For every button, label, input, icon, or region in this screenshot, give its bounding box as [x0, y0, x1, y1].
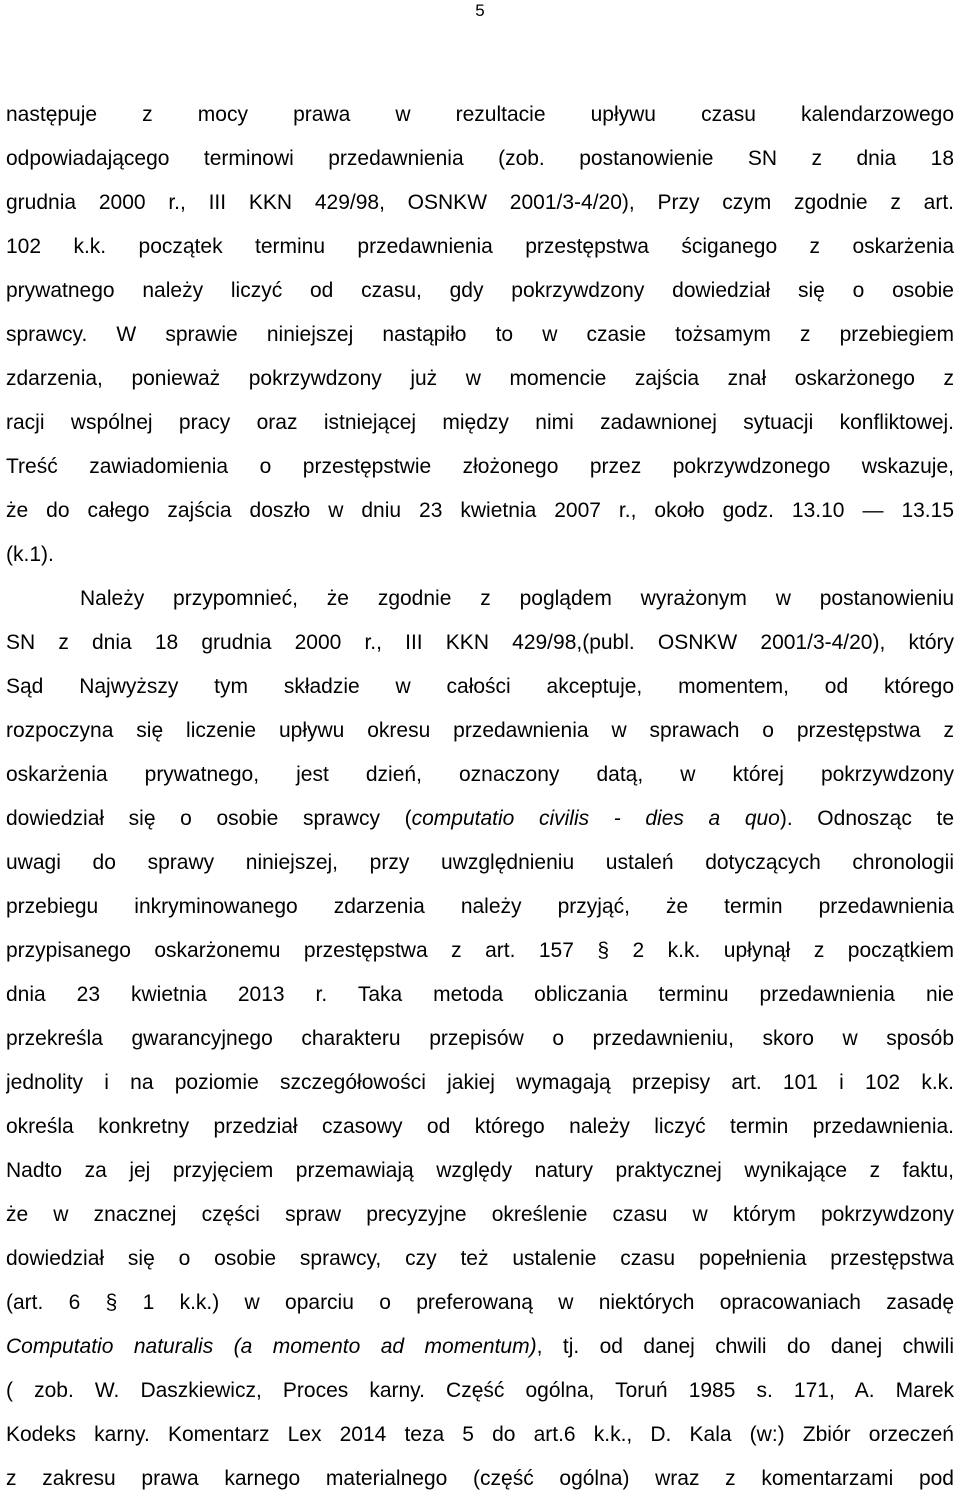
- text-line: [6, 797, 954, 841]
- text-line: [6, 1105, 954, 1149]
- text-segment: uwagi do sprawy niniejszej, przy uwzględnieniu ustaleń dotyczących chronologii: [6, 851, 954, 874]
- text-segment: przebiegu inkryminowanego zdarzenia należy przyjąć, że termin przedawnienia: [6, 895, 954, 918]
- text-line: [6, 929, 954, 973]
- text-segment: dnia 23 kwietnia 2013 r. Taka metoda obliczania terminu przedawnienia nie: [6, 983, 954, 1006]
- text-segment: (k.1).: [6, 543, 54, 566]
- text-segment: zdarzenia, ponieważ pokrzywdzony już w momencie zajścia znał oskarżonego z: [6, 367, 954, 390]
- text-line: [6, 577, 954, 621]
- text-segment: Sąd Najwyższy tym składzie w całości akceptuje, momentem, od którego: [6, 675, 954, 698]
- text-segment: przypisanego oskarżonemu przestępstwa z art. 157 § 2 k.k. upłynął z początkiem: [6, 939, 954, 962]
- text-segment: oskarżenia prywatnego, jest dzień, oznaczony datą, w której pokrzywdzony: [6, 763, 954, 786]
- text-line: [6, 489, 954, 533]
- text-line: [6, 973, 954, 1017]
- text-line: [6, 1149, 954, 1193]
- text-segment: Należy przypomnieć, że zgodnie z poglądem wyrażonym w postanowieniu: [80, 587, 954, 610]
- text-segment: z zakresu prawa karnego materialnego (część ogólna) wraz z komentarzami pod: [6, 1467, 954, 1490]
- text-segment: (art. 6 § 1 k.k.) w oparciu o preferowaną w niektórych opracowaniach zasadę: [6, 1291, 954, 1314]
- text-segment: , tj. od danej chwili do danej chwili: [536, 1335, 954, 1358]
- text-line: [6, 709, 954, 753]
- text-segment: racji wspólnej pracy oraz istniejącej między nimi zadawnionej sytuacji konfliktowej.: [6, 411, 954, 434]
- text-segment: określa konkretny przedział czasowy od którego należy liczyć termin przedawnienia.: [6, 1115, 954, 1138]
- text-line: [6, 621, 954, 665]
- text-line: [6, 93, 954, 137]
- text-line: [6, 1325, 954, 1369]
- text-line: [6, 137, 954, 181]
- text-line: [6, 1017, 954, 1061]
- text-line: [6, 665, 954, 709]
- text-line: [6, 181, 954, 225]
- document-body: [6, 93, 954, 1501]
- text-segment: dowiedział się o osobie sprawcy (: [6, 807, 412, 830]
- text-segment: Kodeks karny. Komentarz Lex 2014 teza 5 do art.6 k.k., D. Kala (w:) Zbiór orzeczeń: [6, 1423, 954, 1446]
- text-line: [6, 357, 954, 401]
- text-line: [6, 401, 954, 445]
- text-line: [6, 269, 954, 313]
- text-segment: prywatnego należy liczyć od czasu, gdy pokrzywdzony dowiedział się o osobie: [6, 279, 954, 302]
- text-line: [6, 1413, 954, 1457]
- text-line: [6, 753, 954, 797]
- text-segment: ). Odnosząc te: [779, 807, 954, 830]
- text-line: [6, 445, 954, 489]
- text-segment: Nadto za jej przyjęciem przemawiają względy natury praktycznej wynikające z faktu,: [6, 1159, 954, 1182]
- text-segment: następuje z mocy prawa w rezultacie upływu czasu kalendarzowego: [6, 103, 954, 126]
- text-line: [6, 533, 954, 577]
- text-segment: grudnia 2000 r., III KKN 429/98, OSNKW 2001/3-4/20), Przy czym zgodnie z art.: [6, 191, 954, 214]
- italic-text-segment: computatio civilis - dies a quo: [411, 807, 780, 830]
- text-segment: że w znacznej części spraw precyzyjne określenie czasu w którym pokrzywdzony: [6, 1203, 954, 1226]
- text-segment: Treść zawiadomienia o przestępstwie złożonego przez pokrzywdzonego wskazuje,: [6, 455, 954, 478]
- text-segment: że do całego zajścia doszło w dniu 23 kwietnia 2007 r., około godz. 13.10 — 13.15: [6, 499, 954, 522]
- text-segment: odpowiadającego terminowi przedawnienia (zob. postanowienie SN z dnia 18: [6, 147, 954, 170]
- italic-text-segment: Computatio naturalis (a momento ad momentum): [6, 1335, 537, 1358]
- text-segment: SN z dnia 18 grudnia 2000 r., III KKN 429/98,(publ. OSNKW 2001/3-4/20), który: [6, 631, 954, 654]
- text-segment: jednolity i na poziomie szczegółowości jakiej wymagają przepisy art. 101 i 102 k.k.: [6, 1071, 954, 1094]
- text-segment: sprawcy. W sprawie niniejszej nastąpiło to w czasie tożsamym z przebiegiem: [6, 323, 954, 346]
- text-segment: dowiedział się o osobie sprawcy, czy też ustalenie czasu popełnienia przestępstwa: [6, 1247, 954, 1270]
- text-line: [6, 225, 954, 269]
- text-segment: ( zob. W. Daszkiewicz, Proces karny. Część ogólna, Toruń 1985 s. 171, A. Marek: [6, 1379, 954, 1402]
- page-number: 5: [475, 1, 485, 20]
- text-line: [6, 313, 954, 357]
- text-line: [6, 841, 954, 885]
- text-line: [6, 1369, 954, 1413]
- text-line: [6, 885, 954, 929]
- text-line: [6, 1193, 954, 1237]
- text-line: [6, 1281, 954, 1325]
- text-line: [6, 1237, 954, 1281]
- text-segment: rozpoczyna się liczenie upływu okresu przedawnienia w sprawach o przestępstwa z: [6, 719, 954, 742]
- text-line: [6, 1061, 954, 1105]
- text-line: [6, 1457, 954, 1501]
- text-segment: 102 k.k. początek terminu przedawnienia przestępstwa ściganego z oskarżenia: [6, 235, 954, 258]
- text-segment: przekreśla gwarancyjnego charakteru przepisów o przedawnieniu, skoro w sposób: [6, 1027, 954, 1050]
